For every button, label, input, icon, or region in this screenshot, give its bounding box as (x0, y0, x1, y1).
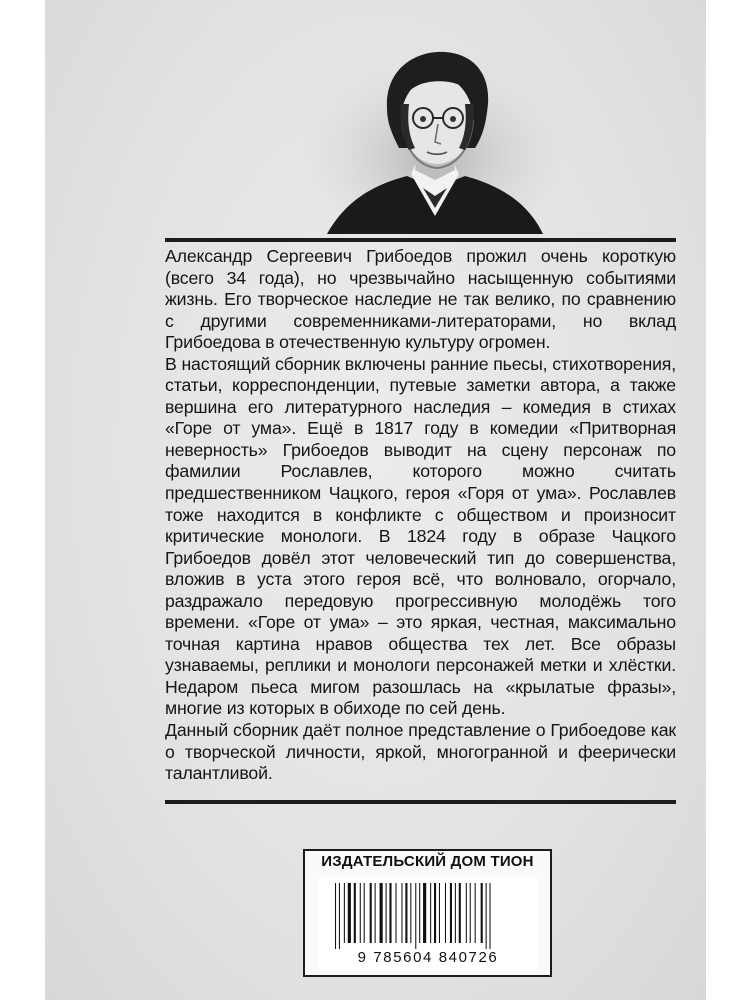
barcode-bar (415, 883, 416, 949)
author-portrait-image (307, 38, 563, 234)
barcode-bar (360, 883, 361, 943)
barcode-bar (410, 883, 411, 943)
barcode-bar (439, 883, 440, 943)
barcode-bar (364, 883, 365, 943)
barcode-bar (486, 883, 487, 949)
bottom-divider-rule (165, 800, 676, 804)
barcode-bar (423, 883, 426, 943)
barcode-bar (380, 883, 383, 943)
annotation-paragraph-2: В настоящий сборник включены ранние пьесы, стихотворения, статьи, корреспонденции, путевые заметки автора, а также вершина его литературного наследия – комедия в стихах «Горе от ума». Ещё в 1817 году в комедии «Притворная неверность» Грибоедов выводит на сцену персонаж по фамилии Рославлев, которого можно считать предшественником Чацкого, героя «Горя от ума». Рославлев тоже находится в конфликте с обществом и произносит критические монологи. В 1824 году в образе Чацкого Грибоедов довёл этот человеческий тип до совершенства, вложив в уста этого героя всё, что волновало, огорчало, раздражало передовую прогрессивную молодёжь того времени. «Горе от ума» – это яркая, честная, максимально точная картина нравов общества тех лет. Все образы узнаваемы, реплики и монологи персонажей метки и хлёстки. Недаром пьеса мигом разошлась на «крылатые фразы», многие из которых в обиходе по сей день. (165, 353, 676, 719)
barcode-bar (395, 883, 396, 943)
barcode-bar (430, 883, 431, 943)
book-back-cover (45, 0, 706, 1000)
barcode-bar (490, 883, 491, 949)
publisher-name: ИЗДАТЕЛЬСКИЙ ДОМ ТИОН (321, 853, 534, 870)
annotation-paragraph-3: Данный сборник даёт полное представление о Грибоедове как о творческой личности, яркой, многогранной и феерически талантливой. (165, 720, 676, 784)
barcode-bar (354, 883, 356, 943)
barcode-bar (339, 883, 340, 949)
barcode-bar (445, 883, 446, 943)
isbn-number: 9 785604 840726 (357, 949, 499, 966)
barcode-bar (475, 883, 476, 943)
barcode-bar (419, 883, 420, 943)
barcode-bar (450, 883, 452, 943)
publisher-barcode-box (303, 849, 552, 977)
barcode-bar (370, 883, 372, 943)
barcode-bar (459, 883, 461, 943)
barcode-bar (401, 883, 402, 943)
barcode-bar (389, 883, 391, 943)
barcode-bar (348, 883, 351, 943)
barcode-bar (386, 883, 387, 943)
barcode-bar (335, 883, 336, 949)
top-divider-rule (165, 238, 676, 242)
barcode-bar (434, 883, 436, 943)
annotation-paragraph-1: Александр Сергеевич Грибоедов прожил очень короткую (всего 34 года), но чрезвычайно насыщенную событиями жизнь. Его творческое наследие не так велико, по сравнению с другими современниками-литераторами, но вклад Грибоедова в отечественную культуру огромен. (165, 246, 676, 353)
barcode-bar (481, 883, 483, 943)
barcode-bar (375, 883, 376, 943)
barcode-bar (344, 883, 345, 943)
annotation-text (165, 246, 676, 785)
barcode-bar (405, 883, 407, 943)
isbn-barcode-image (333, 883, 533, 949)
barcode-bar (470, 883, 471, 943)
barcode-bar (466, 883, 467, 943)
barcode-frame (319, 877, 537, 971)
barcode-bar (455, 883, 456, 943)
